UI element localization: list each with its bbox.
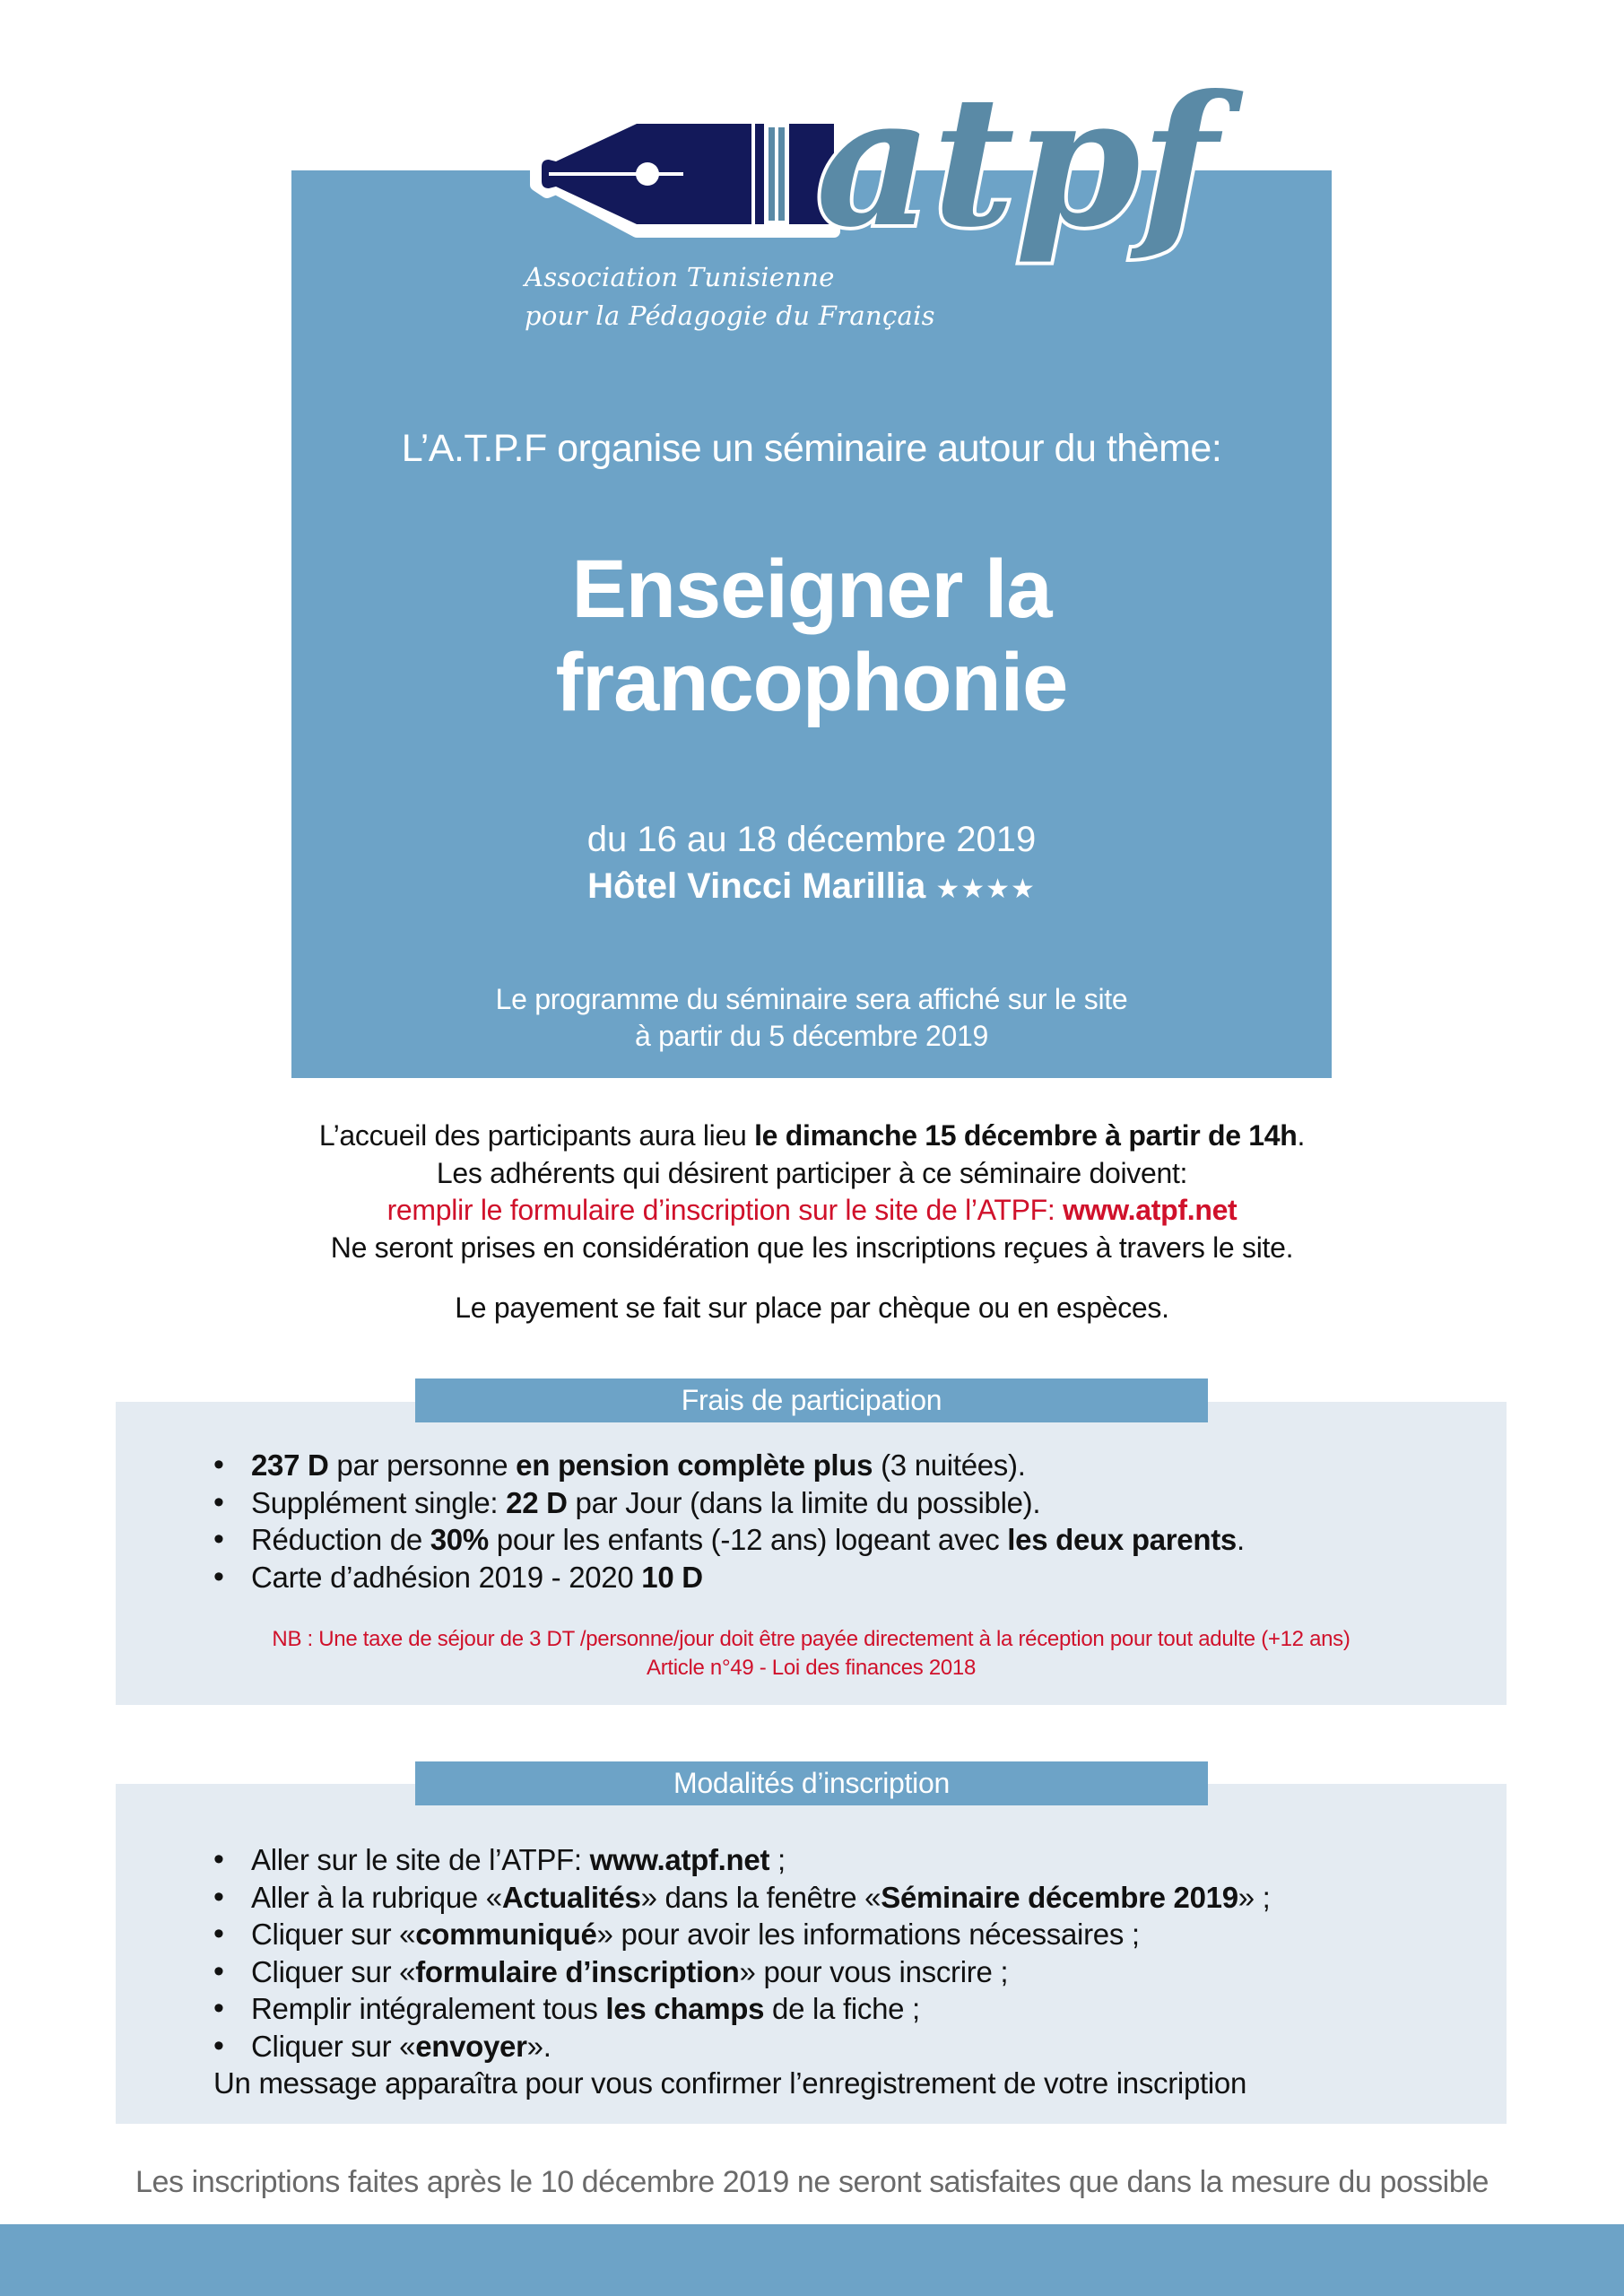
intro-text: L’A.T.P.F organise un séminaire autour du thème: — [401, 427, 1222, 470]
frais-list — [213, 1447, 1245, 1596]
members-line: Les adhérents qui désirent participer à ce séminaire doivent: — [436, 1156, 1188, 1189]
list-item: • Cliquer sur «envoyer». — [213, 2028, 1271, 2066]
welcome-line — [0, 1118, 1624, 1155]
welcome-suffix: . — [1297, 1119, 1306, 1152]
seminar-dates: du 16 au 18 décembre 2019 — [586, 820, 1037, 859]
list-item: • Cliquer sur «formulaire d’inscription» pour vous inscrire ; — [213, 1953, 1271, 1991]
logo-subtitle-line2: pour la Pédagogie du Français — [525, 300, 935, 331]
hotel-label: Hôtel Vincci Marillia — [587, 866, 926, 906]
website-link[interactable]: www.atpf.net — [1063, 1194, 1238, 1226]
list-item: • Supplément single: 22 D par Jour (dans la limite du possible). — [213, 1484, 1245, 1522]
tax-note — [116, 1625, 1507, 1683]
list-item: • Carte d’adhésion 2019 - 2020 10 D — [213, 1559, 1245, 1596]
modalites-header: Modalités d’inscription — [415, 1761, 1208, 1805]
logo-wordmark: atpf — [816, 57, 1218, 267]
modalites-list — [213, 1841, 1271, 2065]
confirmation-note: Un message apparaîtra pour vous confirmer l’enregistrement de votre inscription — [213, 2066, 1247, 2100]
register-prefix: remplir le formulaire d’inscription sur le site de l’ATPF: — [386, 1194, 1064, 1226]
late-registration-note: Les inscriptions faites après le 10 décembre 2019 ne seront satisfaites que dans la mesure du possible — [135, 2165, 1489, 2199]
seminar-title-line1: Enseigner la — [571, 544, 1052, 635]
seminar-title — [291, 543, 1332, 729]
list-item: • Aller sur le site de l’ATPF: www.atpf.net ; — [213, 1841, 1271, 1879]
tax-note-line1: NB : Une taxe de séjour de 3 DT /personne/jour doit être payée directement à la réception pour tout adulte (+12 ans) — [272, 1627, 1350, 1651]
programme-line1: Le programme du séminaire sera affiché sur le site — [495, 983, 1128, 1015]
payment-line: Le payement se fait sur place par chèque ou en espèces. — [455, 1292, 1169, 1324]
list-item: • Aller à la rubrique «Actualités» dans la fenêtre «Séminaire décembre 2019» ; — [213, 1879, 1271, 1917]
register-line — [0, 1192, 1624, 1230]
seminar-title-line2: francophonie — [555, 637, 1068, 728]
frais-header: Frais de participation — [415, 1378, 1208, 1422]
list-item: • Cliquer sur «communiqué» pour avoir les informations nécessaires ; — [213, 1916, 1271, 1953]
logo-subtitle — [525, 258, 935, 335]
list-item: • Remplir intégralement tous les champs de la fiche ; — [213, 1990, 1271, 2028]
footer-bar — [0, 2224, 1624, 2296]
list-item: • Réduction de 30% pour les enfants (-12 ans) logeant avec les deux parents. — [213, 1521, 1245, 1559]
welcome-prefix: L’accueil des participants aura lieu — [318, 1119, 755, 1152]
tax-note-line2: Article n°49 - Loi des finances 2018 — [646, 1656, 977, 1680]
programme-notice — [291, 981, 1332, 1055]
info-section — [0, 1118, 1624, 1327]
logo-subtitle-line1: Association Tunisienne — [525, 262, 835, 292]
list-item: • 237 D par personne en pension complète plus (3 nuitées). — [213, 1447, 1245, 1484]
hotel-name — [291, 863, 1332, 913]
programme-line2: à partir du 5 décembre 2019 — [635, 1020, 988, 1052]
star-rating-icon: ★★★★ — [935, 874, 1036, 904]
welcome-date: le dimanche 15 décembre à partir de 14h — [754, 1119, 1298, 1152]
only-site-line: Ne seront prises en considération que les inscriptions reçues à travers le site. — [330, 1231, 1294, 1264]
